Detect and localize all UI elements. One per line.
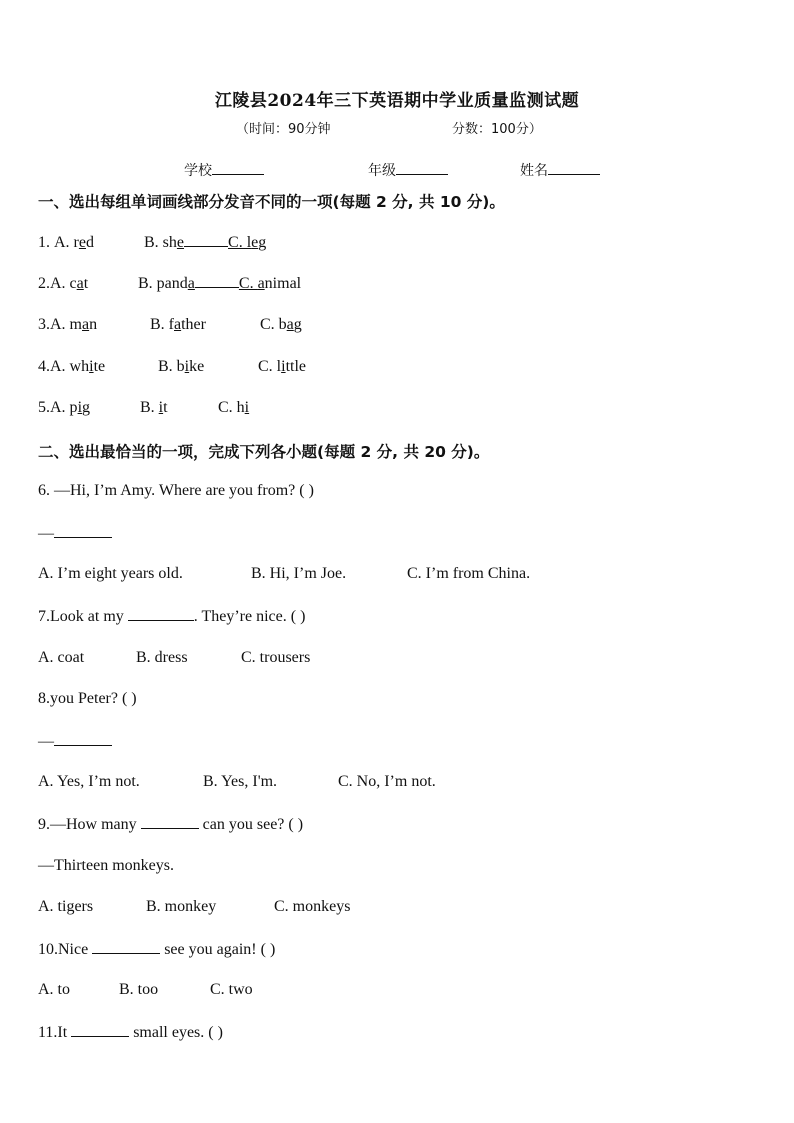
answer-blank[interactable] <box>71 1023 129 1037</box>
option-b: B. father <box>150 316 206 333</box>
question-10-options <box>38 981 253 999</box>
answer-blank[interactable] <box>54 732 112 746</box>
exam-score: 分数：100分） <box>452 122 542 137</box>
name-field[interactable] <box>520 160 600 180</box>
option-a: A. man <box>50 316 98 333</box>
question-1 <box>38 233 266 252</box>
question-3 <box>38 316 302 334</box>
question-11-stem: 11.It small eyes. ( ) <box>38 1024 223 1041</box>
question-8-stem: 8.you Peter? ( ) <box>38 690 137 707</box>
option-b[interactable]: B. too <box>119 981 159 998</box>
option-b: B. panda <box>138 275 195 292</box>
section-2-heading: 二、选出最恰当的一项，完成下列各小题(每题 2 分, 共 20 分)。 <box>38 443 490 461</box>
option-c: C. hi <box>218 399 250 416</box>
grade-field[interactable] <box>368 160 448 180</box>
option-b[interactable]: B. monkey <box>146 898 217 915</box>
option-b: B. it <box>140 399 168 416</box>
option-b[interactable]: B. Hi, I’m Joe. <box>251 565 347 582</box>
option-a: A. pig <box>50 399 91 416</box>
school-field[interactable] <box>184 160 264 180</box>
option-c: C. little <box>258 358 307 375</box>
option-b[interactable]: B. Yes, I'm. <box>203 773 278 790</box>
option-a[interactable]: A. Yes, I’m not. <box>38 773 140 790</box>
page-title: 江陵县2024年三下英语期中学业质量监测试题 <box>214 91 580 111</box>
underline-gap <box>184 233 228 247</box>
option-a: A. cat <box>50 275 89 292</box>
answer-blank[interactable] <box>92 940 160 954</box>
option-a[interactable]: A. coat <box>38 649 85 666</box>
option-c[interactable]: C. No, I’m not. <box>338 773 436 790</box>
option-b: B. bike <box>158 358 205 375</box>
option-a[interactable]: A. tigers <box>38 898 94 915</box>
answer-blank[interactable] <box>141 815 199 829</box>
question-8-options <box>38 773 436 791</box>
school-label: 学校 <box>184 163 212 179</box>
option-a: A. red <box>54 234 94 251</box>
underline-gap <box>195 274 239 288</box>
question-number: 4. <box>38 358 50 375</box>
question-9-reply: —Thirteen monkeys. <box>38 857 174 874</box>
question-5 <box>38 399 249 417</box>
question-4 <box>38 358 306 376</box>
option-c[interactable]: C. two <box>210 981 253 998</box>
name-blank[interactable] <box>548 162 600 175</box>
question-2 <box>38 274 301 293</box>
option-a[interactable]: A. to <box>38 981 70 998</box>
question-6-options <box>38 565 530 583</box>
question-9-stem: 9.—How many can you see? ( ) <box>38 816 304 833</box>
option-c: C. bag <box>260 316 302 333</box>
question-number: 3. <box>38 316 50 333</box>
question-number: 1. <box>38 234 54 251</box>
question-6-reply: — <box>38 524 112 543</box>
question-7-stem: 7.Look at my . They’re nice. ( ) <box>38 608 306 625</box>
question-6-stem: 6. —Hi, I’m Amy. Where are you from? ( ) <box>38 482 314 499</box>
question-8-reply: — <box>38 732 112 751</box>
option-b[interactable]: B. dress <box>136 649 188 666</box>
option-a: A. white <box>50 358 106 375</box>
option-c[interactable]: C. I’m from China. <box>407 565 531 582</box>
option-c[interactable]: C. trousers <box>241 649 311 666</box>
option-a[interactable]: A. I’m eight years old. <box>38 565 183 582</box>
question-9-options <box>38 898 350 916</box>
option-b: B. she <box>144 234 185 251</box>
grade-blank[interactable] <box>396 162 448 175</box>
grade-label: 年级 <box>368 163 396 179</box>
answer-blank[interactable] <box>128 607 194 621</box>
name-label: 姓名 <box>520 163 548 179</box>
option-c: C. leg <box>228 234 267 251</box>
option-c[interactable]: C. monkeys <box>274 898 351 915</box>
question-number: 2. <box>38 275 50 292</box>
answer-blank[interactable] <box>54 524 112 538</box>
option-c: C. animal <box>238 275 302 292</box>
question-7-options <box>38 649 310 667</box>
question-number: 5. <box>38 399 50 416</box>
question-10-stem: 10.Nice see you again! ( ) <box>38 941 276 958</box>
school-blank[interactable] <box>212 162 264 175</box>
section-1-heading: 一、选出每组单词画线部分发音不同的一项(每题 2 分, 共 10 分)。 <box>38 193 505 211</box>
exam-time: （时间：90分钟 <box>236 122 331 137</box>
